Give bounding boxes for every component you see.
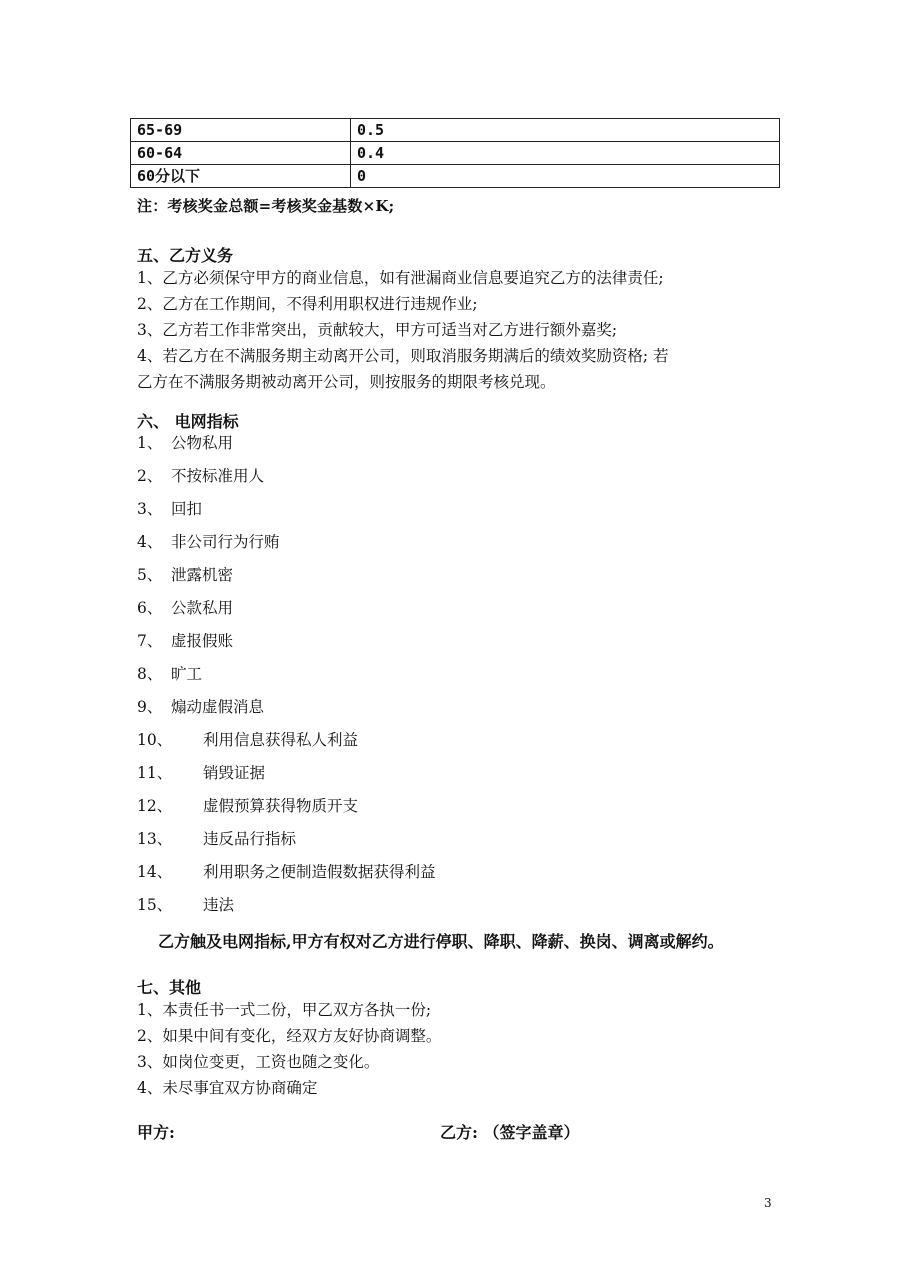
list-item (137, 497, 202, 521)
list-number: 4、 (137, 533, 163, 551)
coefficient-cell: 0.4 (351, 142, 780, 165)
list-text: 利用职务之便制造假数据获得利益 (203, 863, 436, 881)
list-number: 14、 (137, 863, 173, 881)
party-b-signature: 乙方: （签字盖章） (440, 1123, 580, 1142)
list-text: 回扣 (171, 500, 203, 518)
party-a-signature: 甲方: (137, 1123, 175, 1142)
list-item (137, 662, 202, 686)
paragraph-line: 4、若乙方在不满服务期主动离开公司，则取消服务期满后的绩效奖励资格; 若 (137, 347, 669, 365)
list-number: 9、 (137, 698, 163, 716)
coefficient-cell: 0 (351, 165, 780, 188)
list-number: 11、 (137, 764, 173, 782)
list-item (137, 761, 265, 785)
list-item (137, 860, 436, 884)
list-number: 7、 (137, 632, 163, 650)
list-number: 8、 (137, 665, 163, 683)
table-row (131, 119, 780, 142)
list-text: 泄露机密 (171, 566, 234, 584)
list-text: 违法 (203, 896, 235, 914)
coefficient-cell: 0.5 (351, 119, 780, 142)
list-text: 非公司行为行贿 (171, 533, 280, 551)
section-5-body (137, 265, 777, 395)
list-text: 不按标准用人 (171, 467, 265, 485)
list-text: 虚假预算获得物质开支 (203, 797, 359, 815)
paragraph-line: 3、如岗位变更，工资也随之变化。 (137, 1053, 380, 1071)
penalty-statement: 乙方触及电网指标,甲方有权对乙方进行停职、降职、降薪、换岗、调离或解约。 (158, 932, 724, 951)
list-number: 12、 (137, 797, 173, 815)
list-item (137, 794, 358, 818)
list-text: 利用信息获得私人利益 (203, 731, 359, 749)
score-range-cell: 60-64 (131, 142, 351, 165)
score-coefficient-table (130, 118, 780, 188)
score-range-cell: 65-69 (131, 119, 351, 142)
list-text: 旷工 (171, 665, 203, 683)
table-row (131, 165, 780, 188)
paragraph-line: 2、如果中间有变化，经双方友好协商调整。 (137, 1027, 442, 1045)
paragraph-line: 4、未尽事宜双方协商确定 (137, 1079, 318, 1097)
list-item (137, 530, 280, 554)
list-item (137, 827, 296, 851)
paragraph-line: 3、乙方若工作非常突出，贡献较大，甲方可适当对乙方进行额外嘉奖; (137, 321, 618, 339)
list-item (137, 695, 264, 719)
paragraph-line: 1、乙方必须保守甲方的商业信息，如有泄漏商业信息要追究乙方的法律责任; (137, 269, 664, 287)
list-item (137, 596, 233, 620)
list-number: 2、 (137, 467, 163, 485)
section-5-heading: 五、乙方义务 (137, 246, 234, 265)
list-number: 1、 (137, 434, 163, 452)
section-7-heading: 七、其他 (137, 978, 202, 997)
paragraph-line: 乙方在不满服务期被动离开公司，则按服务的期限考核兑现。 (137, 373, 556, 391)
list-text: 虚报假账 (171, 632, 234, 650)
list-item (137, 629, 233, 653)
paragraph-line: 2、乙方在工作期间，不得利用职权进行违规作业; (137, 295, 478, 313)
list-item (137, 728, 358, 752)
section-6-heading: 六、 电网指标 (137, 412, 239, 431)
list-item (137, 563, 233, 587)
list-text: 销毁证据 (203, 764, 266, 782)
list-item (137, 431, 233, 455)
list-item (137, 464, 264, 488)
list-number: 10、 (137, 731, 173, 749)
list-number: 6、 (137, 599, 163, 617)
list-text: 公物私用 (171, 434, 234, 452)
list-text: 公款私用 (171, 599, 234, 617)
table-row (131, 142, 780, 165)
list-number: 5、 (137, 566, 163, 584)
list-text: 煽动虚假消息 (171, 698, 265, 716)
list-number: 13、 (137, 830, 173, 848)
list-number: 3、 (137, 500, 163, 518)
paragraph-line: 1、本责任书一式二份，甲乙双方各执一份; (137, 1001, 432, 1019)
bonus-note: 注：考核奖金总额=考核奖金基数×K; (137, 197, 395, 215)
list-number: 15、 (137, 896, 173, 914)
list-item (137, 893, 234, 917)
page-number: 3 (764, 1196, 772, 1210)
section-7-body (137, 997, 777, 1101)
score-range-cell: 60分以下 (131, 165, 351, 188)
list-text: 违反品行指标 (203, 830, 297, 848)
